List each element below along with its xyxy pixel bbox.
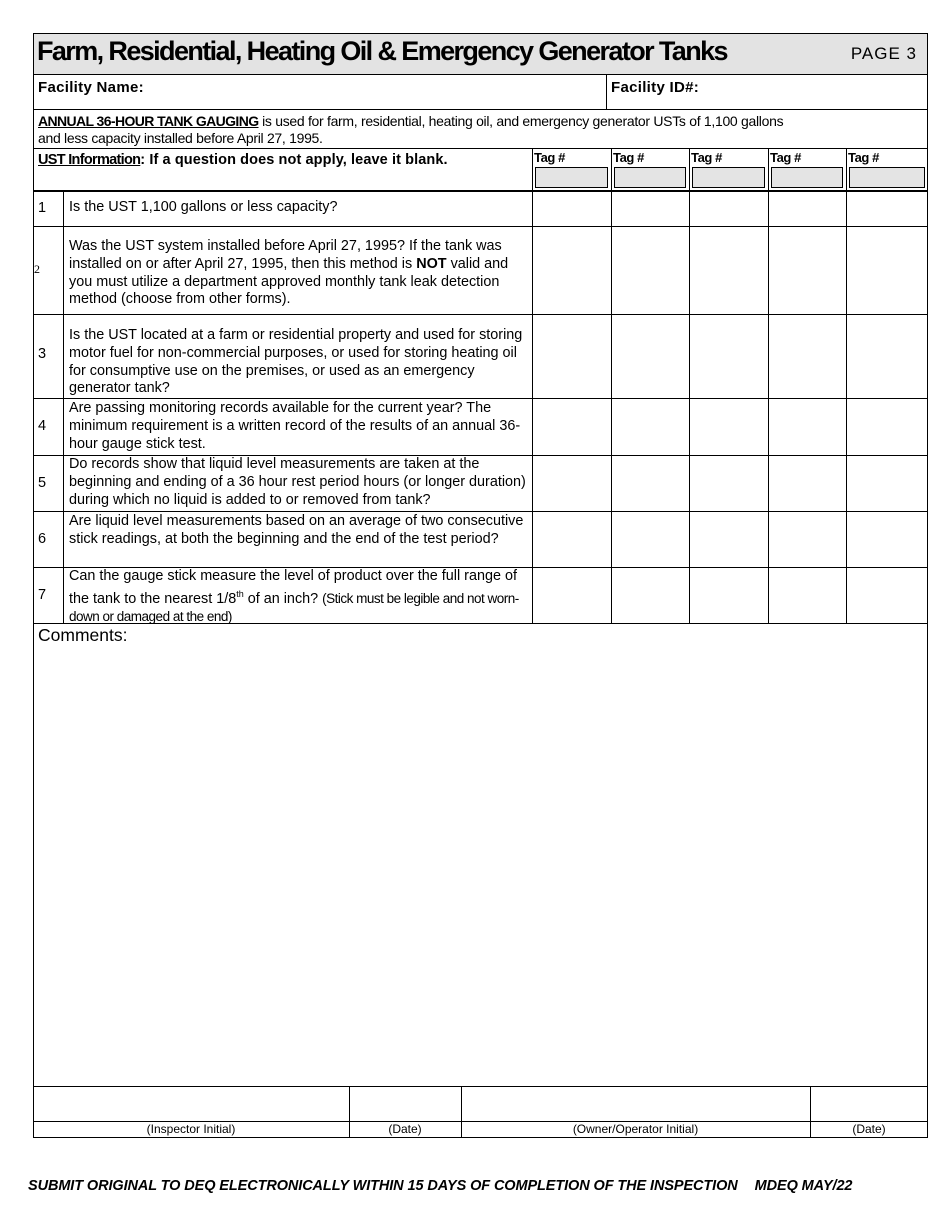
inspector-date-field[interactable] xyxy=(350,1087,461,1121)
question-text-7-small: (Stick must be legible and not worn-down or damaged at the end) xyxy=(69,590,519,625)
tag-col-5 xyxy=(846,148,928,190)
question-text-7a: Can the gauge stick measure the level of product over the full range of the tank to the nearest 1/8 xyxy=(69,568,517,607)
facility-name-field[interactable] xyxy=(170,76,600,106)
intro-text-line2: and less capacity installed before April 27, 1995. xyxy=(38,130,323,146)
tag-input-5[interactable] xyxy=(849,167,925,188)
facility-id-field[interactable] xyxy=(712,76,924,106)
question-text-2a: Was the UST system installed before April 27, 1995? If the tank was installed on or after April 27, 1995, then this method is xyxy=(69,238,502,272)
question-text-2b: valid and you must utilize a department approved monthly tank leak detection method (choose from other forms). xyxy=(69,255,509,308)
question-text-7-sup: th xyxy=(236,588,244,599)
owner-initial-label: (Owner/Operator Initial) xyxy=(572,1122,699,1136)
question-text-6: Are liquid level measurements based on an average of two consecutive stick readings, at both the beginning and the end of the test period? xyxy=(69,513,524,547)
question-text-4: Are passing monitoring records available for the current year? The minimum requirement is a written record of the results of an annual 36-hour gauge stick test. xyxy=(69,400,521,452)
question-text-2-bold: NOT xyxy=(416,255,447,272)
ust-info-heading xyxy=(38,152,448,168)
question-text-7 xyxy=(69,568,529,627)
inspector-initial-label: (Inspector Initial) xyxy=(146,1122,236,1136)
ust-info-text: : If a question does not apply, leave it blank. xyxy=(140,152,448,168)
tag-label-4: Tag # xyxy=(770,150,801,165)
tag-col-2 xyxy=(611,148,689,190)
footer-note xyxy=(28,1178,928,1194)
tag-col-4 xyxy=(768,148,846,190)
facility-id-label: Facility ID#: xyxy=(611,79,700,96)
intro-heading: ANNUAL 36-HOUR TANK GAUGING xyxy=(38,113,259,129)
question-text-1: Is the UST 1,100 gallons or less capacity? xyxy=(69,199,338,215)
tag-label-5: Tag # xyxy=(848,150,879,165)
footer-text: SUBMIT ORIGINAL TO DEQ ELECTRONICALLY WITHIN 15 DAYS OF COMPLETION OF THE INSPECTION xyxy=(28,1178,738,1194)
owner-date-field[interactable] xyxy=(811,1087,927,1121)
footer-code: MDEQ MAY/22 xyxy=(754,1178,853,1194)
intro-paragraph xyxy=(38,113,923,147)
tag-input-1[interactable] xyxy=(535,167,608,188)
question-number-4: 4 xyxy=(38,418,47,434)
question-text-2 xyxy=(69,238,529,309)
question-text-3: Is the UST located at a farm or residential property and used for storing motor fuel for non-commercial purposes, or used for storing heating oil for consumptive use on the premises, or used as an emergency generator tank? xyxy=(69,327,523,397)
tag-input-3[interactable] xyxy=(692,167,765,188)
question-text-7b: of an inch? xyxy=(243,590,323,607)
ust-info-label: UST Information xyxy=(38,152,141,168)
page-number: PAGE 3 xyxy=(850,44,917,63)
inspector-initial-field[interactable] xyxy=(34,1087,349,1121)
tag-label-1: Tag # xyxy=(534,150,565,165)
form-title-bar xyxy=(33,33,928,75)
question-number-5: 5 xyxy=(38,475,47,491)
intro-text-line1: is used for farm, residential, heating oil, and emergency generator USTs of 1,100 gallons xyxy=(258,113,784,129)
comments-field[interactable] xyxy=(36,648,925,1084)
tag-label-2: Tag # xyxy=(613,150,644,165)
question-number-3: 3 xyxy=(38,346,47,362)
question-number-7: 7 xyxy=(38,587,47,603)
question-number-2: 2 xyxy=(34,262,40,276)
tag-input-4[interactable] xyxy=(771,167,843,188)
question-number-6: 6 xyxy=(38,531,47,547)
inspector-date-label: (Date) xyxy=(388,1122,422,1136)
comments-label: Comments: xyxy=(38,625,128,645)
question-number-1: 1 xyxy=(38,200,47,216)
owner-initial-field[interactable] xyxy=(462,1087,810,1121)
tag-label-3: Tag # xyxy=(691,150,722,165)
tag-input-2[interactable] xyxy=(614,167,686,188)
tag-col-1 xyxy=(532,148,611,190)
answer-cells xyxy=(533,192,927,623)
tag-col-3 xyxy=(689,148,768,190)
question-text-5: Do records show that liquid level measurements are taken at the beginning and ending of a 36 hour rest period hours (or longer duration) during which no liquid is added to or removed from tank? xyxy=(69,456,526,508)
owner-date-label: (Date) xyxy=(852,1122,886,1136)
facility-name-label: Facility Name: xyxy=(38,79,144,96)
form-title: Farm, Residential, Heating Oil & Emergency Generator Tanks xyxy=(37,36,727,66)
